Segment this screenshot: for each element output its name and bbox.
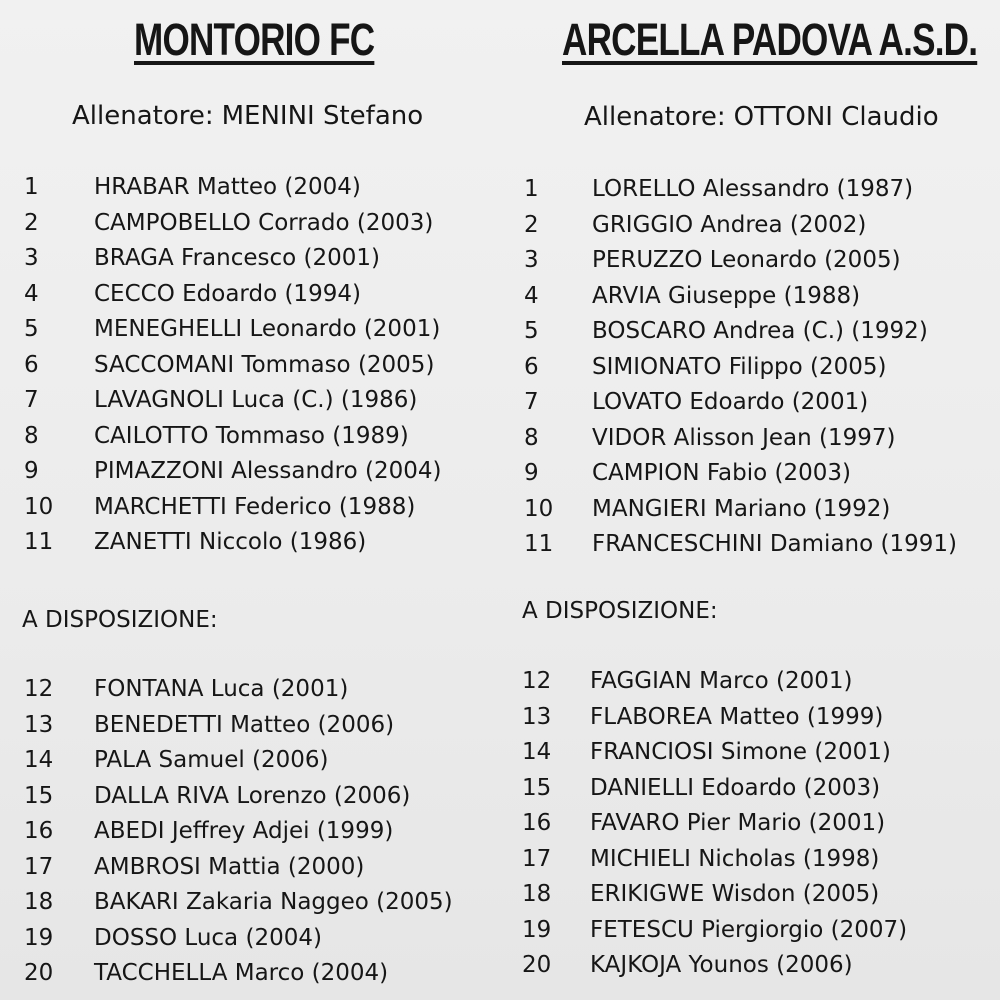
- shirt-number: 4: [524, 282, 539, 309]
- coach-label: Allenatore:: [584, 102, 726, 132]
- coach-name: OTTONI Claudio: [733, 102, 939, 132]
- player-name: AMBROSI Mattia (2000): [94, 853, 365, 880]
- player-name: VIDOR Alisson Jean (1997): [592, 424, 896, 451]
- shirt-number: 16: [24, 818, 54, 844]
- player-name: LORELLO Alessandro (1987): [592, 176, 914, 202]
- player-name: FRANCESCHINI Damiano (1991): [592, 531, 957, 557]
- player-name: PALA Samuel (2006): [94, 747, 329, 773]
- player-name: SACCOMANI Tommaso (2005): [94, 351, 435, 378]
- shirt-number: 15: [522, 774, 552, 801]
- shirt-number: 10: [24, 493, 54, 520]
- shirt-number: 7: [524, 389, 539, 415]
- shirt-number: 1: [24, 174, 39, 200]
- player-name: LOVATO Edoardo (2001): [592, 389, 869, 415]
- shirt-number: 19: [24, 924, 54, 951]
- shirt-number: 5: [524, 318, 539, 344]
- shirt-number: 9: [524, 460, 539, 486]
- team-title-montorio: MONTORIO FC: [134, 14, 375, 65]
- shirt-number: 5: [24, 316, 39, 342]
- shirt-number: 19: [522, 916, 552, 943]
- player-name: GRIGGIO Andrea (2002): [592, 211, 867, 238]
- coach-line-right: [584, 102, 939, 132]
- player-name: KAJKOJA Younos (2006): [590, 952, 853, 978]
- coach-name: MENINI Stefano: [221, 101, 424, 131]
- shirt-number: 14: [24, 747, 54, 773]
- shirt-number: 2: [24, 209, 39, 236]
- shirt-number: 11: [524, 531, 554, 557]
- shirt-number: 8: [524, 424, 539, 451]
- shirt-number: 12: [24, 676, 54, 702]
- shirt-number: 3: [24, 245, 39, 271]
- player-name: FAVARO Pier Mario (2001): [590, 810, 886, 836]
- player-name: MANGIERI Mariano (1992): [592, 495, 891, 522]
- player-name: FRANCIOSI Simone (2001): [590, 739, 891, 765]
- shirt-number: 18: [522, 881, 552, 907]
- player-name: BAKARI Zakaria Naggeo (2005): [94, 889, 453, 915]
- player-name: ABEDI Jeffrey Adjei (1999): [94, 818, 394, 844]
- player-name: FONTANA Luca (2001): [94, 676, 349, 702]
- player-name: MARCHETTI Federico (1988): [94, 493, 416, 520]
- shirt-number: 17: [522, 845, 552, 872]
- player-name: CAMPOBELLO Corrado (2003): [94, 209, 434, 236]
- shirt-number: 13: [24, 711, 54, 738]
- player-name: CAILOTTO Tommaso (1989): [94, 422, 409, 449]
- shirt-number: 3: [524, 247, 539, 273]
- player-name: ERIKIGWE Wisdon (2005): [590, 881, 880, 907]
- shirt-number: 4: [24, 280, 39, 307]
- shirt-number: 20: [522, 952, 552, 978]
- player-name: FETESCU Piergiorgio (2007): [590, 916, 908, 943]
- shirt-number: 15: [24, 782, 54, 809]
- shirt-number: 20: [24, 960, 54, 986]
- player-name: MENEGHELLI Leonardo (2001): [94, 316, 441, 342]
- player-name: TACCHELLA Marco (2004): [94, 960, 389, 986]
- shirt-number: 1: [524, 176, 539, 202]
- shirt-number: 13: [522, 703, 552, 730]
- player-name: HRABAR Matteo (2004): [94, 174, 361, 200]
- coach-line-left: [72, 101, 423, 131]
- player-name: DALLA RIVA Lorenzo (2006): [94, 782, 411, 809]
- shirt-number: 9: [24, 458, 39, 484]
- shirt-number: 16: [522, 810, 552, 836]
- team-title-arcella: ARCELLA PADOVA A.S.D.: [562, 14, 978, 65]
- shirt-number: 8: [24, 422, 39, 449]
- player-name: BENEDETTI Matteo (2006): [94, 711, 395, 738]
- player-name: CECCO Edoardo (1994): [94, 280, 361, 307]
- player-name: DANIELLI Edoardo (2003): [590, 774, 881, 801]
- player-name: ARVIA Giuseppe (1988): [592, 282, 861, 309]
- shirt-number: 17: [24, 853, 54, 880]
- shirt-number: 18: [24, 889, 54, 915]
- shirt-number: 2: [524, 211, 539, 238]
- shirt-number: 14: [522, 739, 552, 765]
- player-name: DOSSO Luca (2004): [94, 924, 322, 951]
- bench-heading-left: A DISPOSIZIONE:: [22, 607, 218, 633]
- player-name: ZANETTI Niccolo (1986): [94, 529, 367, 555]
- player-name: CAMPION Fabio (2003): [592, 460, 851, 486]
- shirt-number: 10: [524, 495, 554, 522]
- player-name: SIMIONATO Filippo (2005): [592, 353, 887, 380]
- shirt-number: 12: [522, 668, 552, 694]
- player-name: FAGGIAN Marco (2001): [590, 668, 853, 694]
- shirt-number: 11: [24, 529, 54, 555]
- shirt-number: 6: [24, 351, 39, 378]
- shirt-number: 6: [524, 353, 539, 380]
- player-name: MICHIELI Nicholas (1998): [590, 845, 880, 872]
- player-name: BOSCARO Andrea (C.) (1992): [592, 318, 928, 344]
- coach-label: Allenatore:: [72, 101, 214, 131]
- player-name: PIMAZZONI Alessandro (2004): [94, 458, 442, 484]
- player-name: FLABOREA Matteo (1999): [590, 703, 884, 730]
- bench-heading-right: A DISPOSIZIONE:: [522, 598, 718, 624]
- player-name: PERUZZO Leonardo (2005): [592, 247, 901, 273]
- shirt-number: 7: [24, 387, 39, 413]
- player-name: BRAGA Francesco (2001): [94, 245, 380, 271]
- player-name: LAVAGNOLI Luca (C.) (1986): [94, 387, 418, 413]
